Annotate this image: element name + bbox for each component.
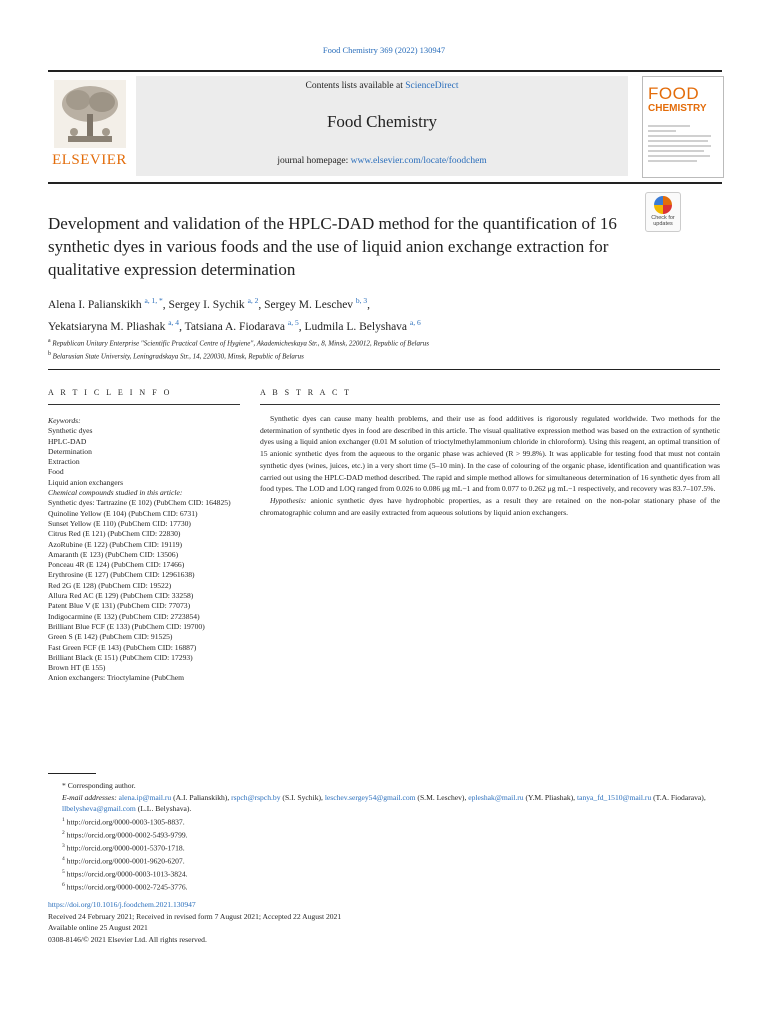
- author-list: Alena I. Palianskikh $^{a, 1, *}$, Sergey I. Sychik $^{a, 2}$, Sergey M. Leschev $^{b, 3}$, Yekatsiaryna M. Pliashak $^{a, 4}$, Tatsiana A. Fiodarava $^{a, 5}$, Ludmila L. Belyshava $^{a, 6}$: [48, 296, 421, 333]
- compound-item: Green S (E 142) (PubChem CID: 91525): [48, 632, 173, 642]
- keyword: Extraction: [48, 457, 80, 467]
- orcid-url[interactable]: https://orcid.org/0000-0003-1013-3824.: [66, 869, 188, 879]
- compound-item: Amaranth (E 123) (PubChem CID: 13506): [48, 549, 179, 559]
- footnote-divider: [48, 773, 96, 774]
- journal-info-box: [136, 76, 628, 176]
- divider: [48, 369, 720, 370]
- compound-item: Brown HT (E 155): [48, 663, 106, 673]
- orcid-number: 4: [62, 855, 65, 862]
- orcid-number: 6: [62, 881, 65, 888]
- check-for-updates-button[interactable]: [645, 192, 681, 232]
- orcid-url[interactable]: http://orcid.org/0000-0003-1305-8837.: [66, 817, 185, 827]
- email-link[interactable]: alena.ip@mail.ru: [118, 792, 172, 802]
- orcid-number: 2: [62, 829, 65, 836]
- compound-item: Erythrosine (E 127) (PubChem CID: 12961638): [48, 570, 195, 580]
- affiliations: [48, 336, 728, 363]
- orcid-url[interactable]: http://orcid.org/0000-0001-9620-6207.: [66, 856, 185, 866]
- keyword: HPLC-DAD: [48, 436, 87, 446]
- check-updates-label: Check for updates: [651, 215, 675, 227]
- contents-line: [136, 81, 628, 91]
- homepage-line: [136, 156, 628, 166]
- check-updates-icon: [654, 196, 672, 214]
- keyword: Food: [48, 467, 64, 477]
- available-online: Available online 25 August 2021: [48, 923, 148, 932]
- orcid-number: 3: [62, 842, 65, 849]
- author-name: Sergey M. Leschev: [264, 298, 354, 311]
- keywords-label: Keywords:: [48, 416, 81, 425]
- masthead: [48, 70, 722, 184]
- email-owner: (S.M. Leschev),: [415, 792, 469, 802]
- compound-item: AzoRubine (E 122) (PubChem CID: 19119): [48, 539, 183, 549]
- email-link[interactable]: llbelysheva@gmail.com: [62, 804, 136, 813]
- orcid-number: 1: [62, 816, 65, 823]
- divider: [48, 404, 240, 405]
- compound-item: Synthetic dyes: Tartrazine (E 102) (PubChem CID: 164825): [48, 498, 231, 508]
- compounds-label: Chemical compounds studied in this article:: [48, 488, 183, 498]
- homepage-prefix: journal homepage:: [277, 156, 351, 166]
- author-name: Alena I. Palianskikh: [48, 298, 142, 311]
- hypothesis-text: anionic synthetic dyes have hydrophobic properties, as a result they are retained on the non-polar stationary phase of the chromatographic column and are easily extracted from aqueous solutions by liquid anion exchangers.: [260, 495, 720, 517]
- elsevier-tree-icon: [54, 80, 126, 148]
- author-name: Ludmila L. Belyshava: [304, 320, 408, 333]
- email-link[interactable]: rspch@rspch.by: [231, 792, 281, 802]
- author-name: Sergey I. Sychik: [168, 298, 245, 311]
- affiliation-item: [48, 349, 728, 362]
- compound-item: Fast Green FCF (E 143) (PubChem CID: 16887): [48, 642, 197, 652]
- email-link[interactable]: leschev.sergey54@gmail.com: [324, 792, 416, 802]
- hypothesis-label: Hypothesis:: [270, 495, 307, 505]
- orcid-note: [48, 880, 720, 893]
- keyword: Synthetic dyes: [48, 426, 93, 436]
- orcid-note: [48, 867, 720, 880]
- author-affiliation-link[interactable]: a, 5: [287, 317, 299, 327]
- received-dates: Received 24 February 2021; Received in revised form 7 August 2021; Accepted 22 August 2021: [48, 911, 342, 921]
- email-owner: (L.L. Belyshava).: [135, 804, 192, 813]
- email-owner: (A.I. Palianskikh),: [171, 792, 232, 802]
- author-affiliation-link[interactable]: b, 3: [355, 296, 368, 305]
- compound-item: Red 2G (E 128) (PubChem CID: 19522): [48, 580, 172, 590]
- doi-link[interactable]: https://doi.org/10.1016/j.foodchem.2021.130947: [48, 900, 196, 909]
- email-link[interactable]: tanya_fd_1510@mail.ru: [576, 792, 652, 802]
- orcid-url[interactable]: http://orcid.org/0000-0001-5370-1718.: [66, 843, 185, 853]
- compound-item: Sunset Yellow (E 110) (PubChem CID: 17730): [48, 518, 191, 528]
- affiliation-item: [48, 336, 728, 349]
- abstract: [260, 413, 720, 518]
- orcid-note: [48, 841, 720, 854]
- cover-text-lines: [648, 125, 718, 165]
- publisher-name: ELSEVIER: [52, 152, 127, 168]
- corresponding-author-note: * Corresponding author.: [62, 781, 136, 790]
- author-affiliation-link[interactable]: a, 2: [247, 296, 259, 305]
- affiliation-mark: a: [48, 338, 51, 344]
- journal-cover[interactable]: [642, 76, 724, 178]
- affiliation-text: Republican Unitary Enterprise "Scientific Practical Centre of Hygiene", Akademicheskaya Str., 8, Minsk, 220012, Republic of Belarus: [52, 339, 429, 348]
- email-label: E-mail addresses:: [62, 792, 117, 802]
- keyword: Determination: [48, 446, 92, 456]
- email-link[interactable]: epleshak@mail.ru: [468, 792, 524, 802]
- compound-item: Indigocarmine (E 132) (PubChem CID: 2723854): [48, 611, 200, 621]
- journal-title: Food Chemistry: [326, 112, 438, 131]
- email-owner: (T.A. Fiodarava),: [651, 792, 706, 802]
- keyword: Liquid anion exchangers: [48, 477, 124, 487]
- email-owner: (S.I. Sychik),: [280, 792, 325, 802]
- cover-title-chemistry: CHEMISTRY: [648, 103, 707, 114]
- cover-title-food: FOOD: [648, 84, 700, 103]
- email-addresses: [48, 792, 720, 815]
- affiliation-mark: b: [48, 351, 51, 358]
- abstract-paragraph: Synthetic dyes can cause many health problems, and their use as food additives is rigorously regulated worldwide. Two methods for the determination of synthetic dyes in food are described in this article. The visual qualitative expression method was based on the extraction of synthetic dyes using a liquid anion exchanger (0.01 M solution of trioctylmethylammonium chloride in chloroform). Using this reagent, an optimal transition of 15 anionic synthetic dyes from the aqueous to the organic phase was achieved (R > 99.8%). It was applicable for testing food that must not contain synthetic dyes (wines, juices, etc.) in a very short time (5–10 min). In the case of colouring of the organic phase, identification and quantification was carried out using the HPLC-DAD method described. The rapid and simple method allows for simultaneous determination of 16 synthetic dyes from all food types. The LOD and LOQ ranged from 0.026 to 0.086 μg mL−1 and from 0.077 to 0.262 μg mL−1 respectively, and recovery was 83.7–107.5%.: [260, 414, 720, 494]
- orcid-note: [48, 854, 720, 867]
- compound-item: Allura Red AC (E 129) (PubChem CID: 33258): [48, 591, 194, 601]
- footnotes: [48, 780, 720, 893]
- compound-item: Brilliant Blue FCF (E 133) (PubChem CID: 19700): [48, 621, 205, 631]
- compound-item: Brilliant Black (E 151) (PubChem CID: 17293): [48, 652, 193, 662]
- author-name: Tatsiana A. Fiodarava: [184, 320, 286, 333]
- author-affiliation-link[interactable]: a, 6: [409, 317, 421, 327]
- compound-item: Quinoline Yellow (E 104) (PubChem CID: 6731): [48, 508, 198, 518]
- orcid-url[interactable]: https://orcid.org/0000-0002-5493-9799.: [66, 830, 188, 840]
- journal-reference[interactable]: Food Chemistry 369 (2022) 130947: [322, 45, 446, 55]
- email-owner: (Y.M. Pliashak),: [523, 792, 577, 802]
- hypothesis-paragraph: [260, 495, 720, 518]
- compound-item: Ponceau 4R (E 124) (PubChem CID: 17466): [48, 560, 185, 570]
- orcid-note: [48, 828, 720, 841]
- sciencedirect-link[interactable]: ScienceDirect: [405, 81, 459, 91]
- article-info-heading: A R T I C L E I N F O: [48, 388, 172, 397]
- compound-item: Patent Blue V (E 131) (PubChem CID: 77073): [48, 601, 191, 611]
- elsevier-logo[interactable]: [48, 72, 131, 177]
- orcid-note: [48, 815, 720, 828]
- compound-item: Anion exchangers: Trioctylamine (PubChem: [48, 673, 185, 683]
- abstract-heading: A B S T R A C T: [260, 388, 352, 397]
- orcid-number: 5: [62, 868, 65, 875]
- author-name: Yekatsiaryna M. Pliashak: [48, 320, 166, 333]
- publication-info: [48, 899, 720, 945]
- contents-prefix: Contents lists available at: [305, 81, 406, 91]
- article-title: Development and validation of the HPLC-DAD method for the quantification of 16 synthetic dyes in various foods and the use of liquid anion exchange extraction for qualitative expression determination: [48, 214, 617, 279]
- affiliation-text: Belarusian State University, Leningradskaya Str., 14, 220030, Minsk, Republic of Belarus: [52, 352, 304, 361]
- orcid-url[interactable]: https://orcid.org/0000-0002-7245-3776.: [66, 882, 188, 892]
- copyright: 0308-8146/© 2021 Elsevier Ltd. All rights reserved.: [48, 934, 207, 944]
- article-info: [48, 416, 243, 684]
- homepage-link[interactable]: www.elsevier.com/locate/foodchem: [350, 156, 487, 166]
- divider: [260, 404, 720, 405]
- compound-item: Citrus Red (E 121) (PubChem CID: 22830): [48, 529, 181, 539]
- author-affiliation-link[interactable]: a, 1, *: [144, 296, 163, 305]
- author-affiliation-link[interactable]: a, 4: [168, 317, 180, 327]
